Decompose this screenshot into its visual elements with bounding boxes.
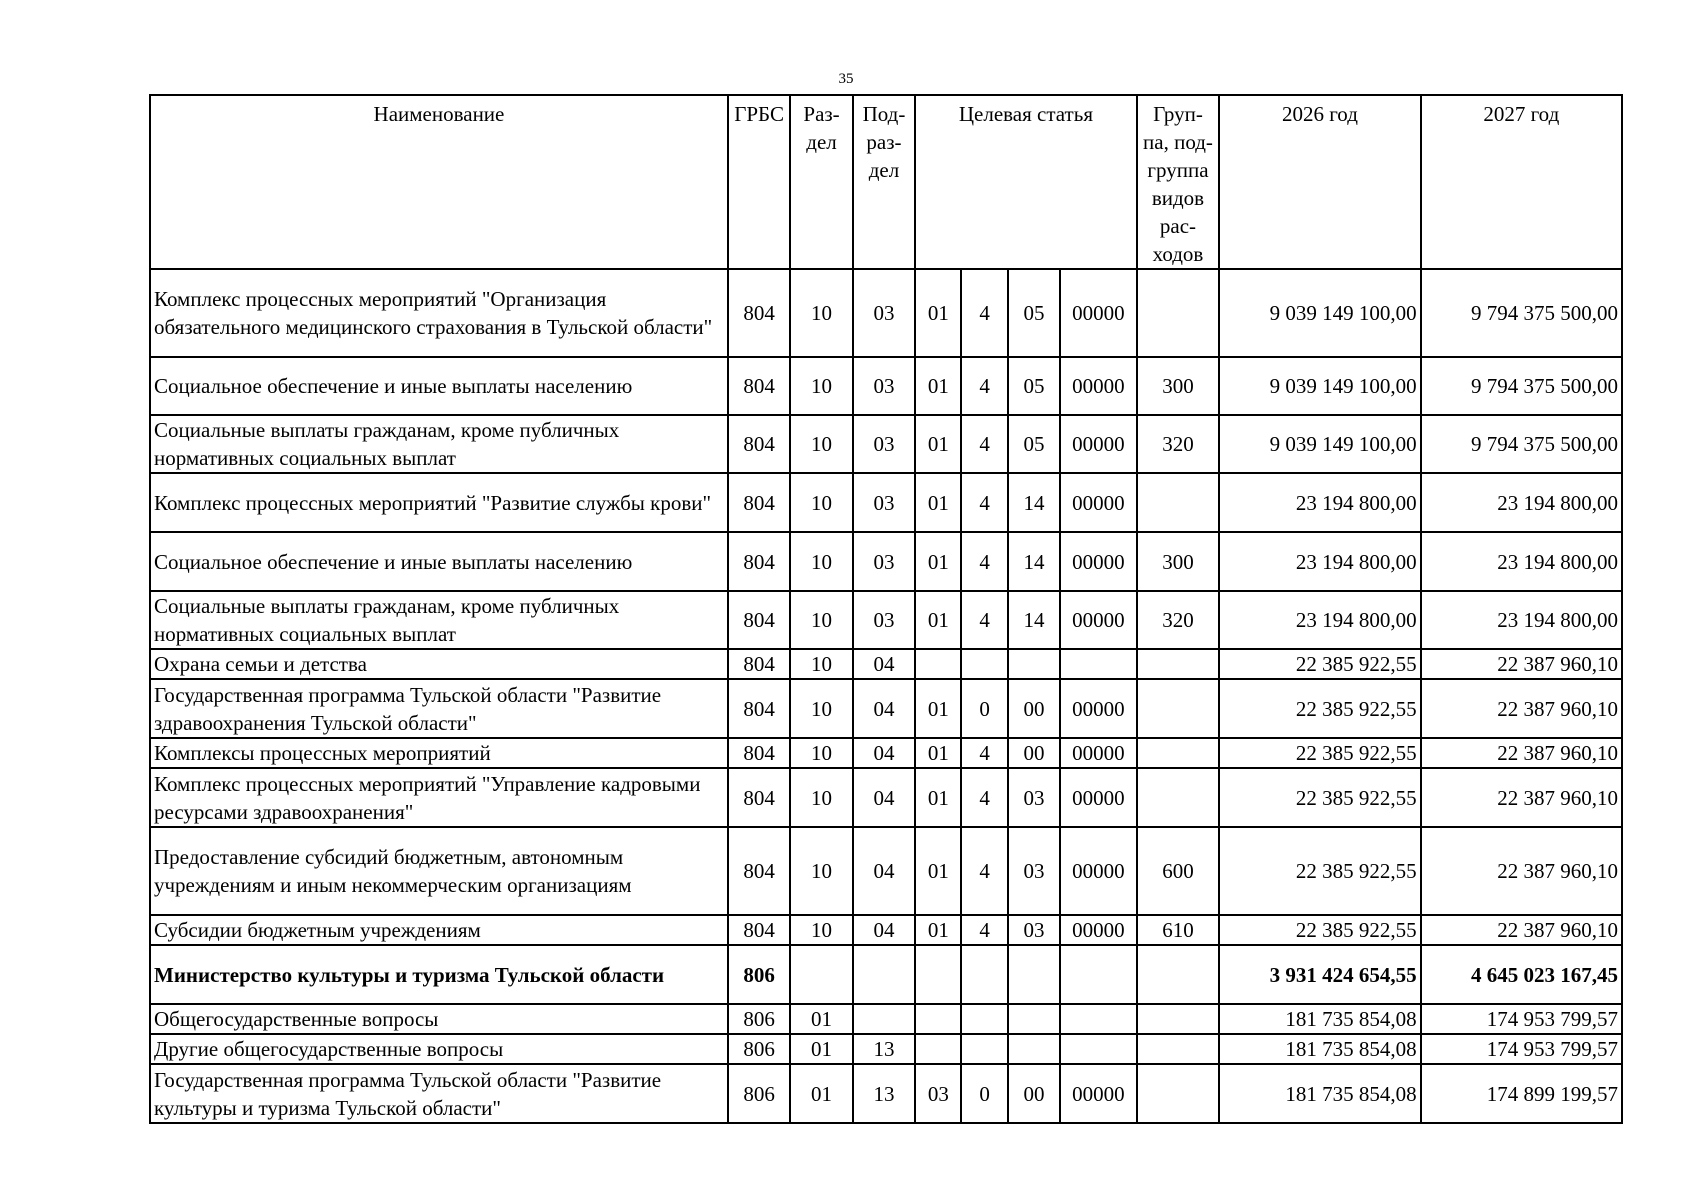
cell-amount-2027: 23 194 800,00	[1421, 591, 1622, 649]
cell-amount-2026: 181 735 854,08	[1219, 1064, 1420, 1123]
cell-podrazdel: 03	[853, 591, 915, 649]
cell-grbs: 804	[728, 738, 790, 768]
cell-podrazdel: 13	[853, 1034, 915, 1064]
cell-expense-group: 320	[1137, 415, 1220, 473]
cell-amount-2026: 22 385 922,55	[1219, 738, 1420, 768]
cell-target-direction: 00000	[1060, 357, 1137, 415]
cell-razdel: 10	[790, 827, 852, 915]
cell-podrazdel	[853, 1004, 915, 1034]
cell-grbs: 804	[728, 473, 790, 532]
cell-grbs: 804	[728, 679, 790, 738]
cell-target-direction: 00000	[1060, 532, 1137, 591]
cell-amount-2026: 23 194 800,00	[1219, 532, 1420, 591]
cell-name: Комплексы процессных мероприятий	[150, 738, 728, 768]
cell-target-subprogram: 14	[1008, 473, 1060, 532]
cell-razdel: 10	[790, 269, 852, 357]
cell-name: Государственная программа Тульской области "Развитие культуры и туризма Тульской области"	[150, 1064, 728, 1123]
cell-expense-group	[1137, 738, 1220, 768]
cell-amount-2027: 22 387 960,10	[1421, 738, 1622, 768]
cell-name: Министерство культуры и туризма Тульской области	[150, 945, 728, 1004]
cell-amount-2027: 22 387 960,10	[1421, 915, 1622, 945]
cell-name: Социальные выплаты гражданам, кроме публичных нормативных социальных выплат	[150, 415, 728, 473]
table-row	[150, 415, 1622, 473]
table-row	[150, 532, 1622, 591]
cell-expense-group	[1137, 1034, 1220, 1064]
table-row	[150, 915, 1622, 945]
cell-target-subprogram: 03	[1008, 827, 1060, 915]
cell-target-subprogram: 03	[1008, 915, 1060, 945]
cell-target-direction	[1060, 945, 1137, 1004]
cell-target-type: 0	[961, 679, 1007, 738]
cell-name: Социальное обеспечение и иные выплаты населению	[150, 532, 728, 591]
header-razdel: Раз- дел	[790, 95, 852, 269]
cell-target-program: 01	[915, 532, 961, 591]
cell-name: Государственная программа Тульской области "Развитие здравоохранения Тульской области"	[150, 679, 728, 738]
cell-podrazdel: 03	[853, 473, 915, 532]
cell-name: Субсидии бюджетным учреждениям	[150, 915, 728, 945]
cell-target-direction: 00000	[1060, 591, 1137, 649]
cell-expense-group: 320	[1137, 591, 1220, 649]
cell-amount-2027: 22 387 960,10	[1421, 649, 1622, 679]
cell-name: Предоставление субсидий бюджетным, автономным учреждениям и иным некоммерческим организациям	[150, 827, 728, 915]
header-podrazdel: Под- раз- дел	[853, 95, 915, 269]
cell-target-program: 01	[915, 357, 961, 415]
cell-target-type: 0	[961, 1064, 1007, 1123]
header-grbs: ГРБС	[728, 95, 790, 269]
cell-razdel: 10	[790, 915, 852, 945]
cell-target-direction: 00000	[1060, 1064, 1137, 1123]
cell-expense-group	[1137, 649, 1220, 679]
cell-podrazdel: 03	[853, 357, 915, 415]
cell-grbs: 804	[728, 591, 790, 649]
cell-expense-group: 300	[1137, 357, 1220, 415]
budget-table	[149, 94, 1623, 1124]
cell-podrazdel	[853, 945, 915, 1004]
cell-amount-2027: 9 794 375 500,00	[1421, 415, 1622, 473]
cell-grbs: 806	[728, 945, 790, 1004]
cell-podrazdel: 04	[853, 679, 915, 738]
cell-amount-2026: 22 385 922,55	[1219, 768, 1420, 827]
cell-target-direction: 00000	[1060, 415, 1137, 473]
cell-name: Социальное обеспечение и иные выплаты населению	[150, 357, 728, 415]
cell-amount-2027: 22 387 960,10	[1421, 827, 1622, 915]
cell-target-type: 4	[961, 827, 1007, 915]
cell-amount-2026: 23 194 800,00	[1219, 591, 1420, 649]
cell-grbs: 804	[728, 827, 790, 915]
cell-target-program: 01	[915, 473, 961, 532]
cell-target-program	[915, 1034, 961, 1064]
cell-target-type: 4	[961, 269, 1007, 357]
cell-target-direction: 00000	[1060, 473, 1137, 532]
cell-razdel: 10	[790, 473, 852, 532]
cell-target-subprogram: 14	[1008, 532, 1060, 591]
cell-razdel: 10	[790, 415, 852, 473]
cell-target-subprogram: 05	[1008, 269, 1060, 357]
header-2026: 2026 год	[1219, 95, 1420, 269]
cell-target-type: 4	[961, 532, 1007, 591]
cell-expense-group: 600	[1137, 827, 1220, 915]
cell-grbs: 804	[728, 357, 790, 415]
cell-target-program: 01	[915, 738, 961, 768]
cell-expense-group	[1137, 473, 1220, 532]
table-row	[150, 1034, 1622, 1064]
cell-target-program: 01	[915, 768, 961, 827]
cell-target-program: 01	[915, 915, 961, 945]
cell-expense-group: 300	[1137, 532, 1220, 591]
cell-target-direction: 00000	[1060, 768, 1137, 827]
cell-amount-2026: 181 735 854,08	[1219, 1034, 1420, 1064]
cell-grbs: 804	[728, 915, 790, 945]
table-header-row	[150, 95, 1622, 269]
cell-target-subprogram: 03	[1008, 768, 1060, 827]
cell-target-subprogram: 05	[1008, 357, 1060, 415]
cell-target-subprogram: 05	[1008, 415, 1060, 473]
cell-razdel: 10	[790, 679, 852, 738]
table-row	[150, 768, 1622, 827]
cell-target-subprogram: 14	[1008, 591, 1060, 649]
cell-target-direction	[1060, 1004, 1137, 1034]
cell-target-type	[961, 1004, 1007, 1034]
cell-podrazdel: 13	[853, 1064, 915, 1123]
cell-razdel: 10	[790, 768, 852, 827]
cell-name: Другие общегосударственные вопросы	[150, 1034, 728, 1064]
cell-target-subprogram: 00	[1008, 679, 1060, 738]
cell-razdel: 01	[790, 1064, 852, 1123]
header-target-article: Целевая статья	[915, 95, 1137, 269]
cell-amount-2027: 174 953 799,57	[1421, 1034, 1622, 1064]
cell-target-direction: 00000	[1060, 679, 1137, 738]
table-row	[150, 591, 1622, 649]
cell-amount-2026: 9 039 149 100,00	[1219, 357, 1420, 415]
cell-amount-2026: 22 385 922,55	[1219, 649, 1420, 679]
table-row	[150, 269, 1622, 357]
cell-target-direction: 00000	[1060, 915, 1137, 945]
cell-podrazdel: 03	[853, 415, 915, 473]
cell-name: Охрана семьи и детства	[150, 649, 728, 679]
cell-amount-2026: 23 194 800,00	[1219, 473, 1420, 532]
cell-target-type	[961, 649, 1007, 679]
cell-podrazdel: 04	[853, 915, 915, 945]
cell-podrazdel: 04	[853, 649, 915, 679]
header-name: Наименование	[150, 95, 728, 269]
cell-amount-2027: 174 899 199,57	[1421, 1064, 1622, 1123]
cell-target-program	[915, 945, 961, 1004]
cell-target-program	[915, 1004, 961, 1034]
cell-target-program	[915, 649, 961, 679]
cell-expense-group	[1137, 679, 1220, 738]
cell-target-type: 4	[961, 415, 1007, 473]
cell-expense-group	[1137, 1004, 1220, 1034]
cell-name: Комплекс процессных мероприятий "Управление кадровыми ресурсами здравоохранения"	[150, 768, 728, 827]
header-2027: 2027 год	[1421, 95, 1622, 269]
cell-amount-2026: 22 385 922,55	[1219, 827, 1420, 915]
cell-grbs: 806	[728, 1034, 790, 1064]
table-row	[150, 679, 1622, 738]
cell-amount-2026: 9 039 149 100,00	[1219, 269, 1420, 357]
cell-amount-2026: 22 385 922,55	[1219, 915, 1420, 945]
cell-target-program: 01	[915, 679, 961, 738]
cell-target-direction	[1060, 649, 1137, 679]
cell-podrazdel: 03	[853, 532, 915, 591]
cell-grbs: 804	[728, 269, 790, 357]
cell-razdel: 10	[790, 357, 852, 415]
cell-target-program: 01	[915, 827, 961, 915]
cell-razdel: 01	[790, 1004, 852, 1034]
cell-amount-2026: 181 735 854,08	[1219, 1004, 1420, 1034]
cell-target-type: 4	[961, 915, 1007, 945]
cell-grbs: 804	[728, 532, 790, 591]
cell-target-subprogram: 00	[1008, 738, 1060, 768]
cell-expense-group: 610	[1137, 915, 1220, 945]
cell-expense-group	[1137, 768, 1220, 827]
cell-expense-group	[1137, 269, 1220, 357]
cell-grbs: 806	[728, 1004, 790, 1034]
cell-amount-2027: 174 953 799,57	[1421, 1004, 1622, 1034]
cell-razdel: 10	[790, 532, 852, 591]
table-row	[150, 945, 1622, 1004]
cell-target-type: 4	[961, 738, 1007, 768]
cell-amount-2027: 23 194 800,00	[1421, 532, 1622, 591]
table-row	[150, 827, 1622, 915]
cell-podrazdel: 04	[853, 768, 915, 827]
cell-razdel: 10	[790, 649, 852, 679]
cell-target-direction: 00000	[1060, 827, 1137, 915]
cell-amount-2027: 9 794 375 500,00	[1421, 269, 1622, 357]
cell-expense-group	[1137, 1064, 1220, 1123]
cell-target-subprogram	[1008, 1004, 1060, 1034]
cell-name: Комплекс процессных мероприятий "Развитие службы крови"	[150, 473, 728, 532]
cell-amount-2027: 22 387 960,10	[1421, 768, 1622, 827]
table-row	[150, 1004, 1622, 1034]
cell-target-subprogram	[1008, 1034, 1060, 1064]
table-row	[150, 738, 1622, 768]
cell-target-type: 4	[961, 473, 1007, 532]
cell-amount-2027: 4 645 023 167,45	[1421, 945, 1622, 1004]
cell-target-type: 4	[961, 357, 1007, 415]
table-row	[150, 649, 1622, 679]
table-row	[150, 1064, 1622, 1123]
cell-target-program: 01	[915, 269, 961, 357]
cell-target-type	[961, 945, 1007, 1004]
cell-amount-2026: 22 385 922,55	[1219, 679, 1420, 738]
table-row	[150, 357, 1622, 415]
cell-name: Комплекс процессных мероприятий "Организация обязательного медицинского страхования в Тульской области"	[150, 269, 728, 357]
cell-podrazdel: 03	[853, 269, 915, 357]
cell-target-direction	[1060, 1034, 1137, 1064]
cell-target-program: 01	[915, 415, 961, 473]
table-row	[150, 473, 1622, 532]
cell-amount-2026: 9 039 149 100,00	[1219, 415, 1420, 473]
cell-razdel: 10	[790, 738, 852, 768]
cell-razdel: 01	[790, 1034, 852, 1064]
cell-grbs: 804	[728, 415, 790, 473]
header-expense-group: Груп- па, под- группа видов рас- ходов	[1137, 95, 1220, 269]
cell-amount-2027: 9 794 375 500,00	[1421, 357, 1622, 415]
cell-target-program: 01	[915, 591, 961, 649]
cell-razdel	[790, 945, 852, 1004]
cell-name: Общегосударственные вопросы	[150, 1004, 728, 1034]
cell-target-direction: 00000	[1060, 738, 1137, 768]
cell-podrazdel: 04	[853, 827, 915, 915]
cell-target-subprogram	[1008, 649, 1060, 679]
cell-name: Социальные выплаты гражданам, кроме публичных нормативных социальных выплат	[150, 591, 728, 649]
cell-target-direction: 00000	[1060, 269, 1137, 357]
cell-target-type: 4	[961, 768, 1007, 827]
cell-target-type	[961, 1034, 1007, 1064]
cell-amount-2027: 23 194 800,00	[1421, 473, 1622, 532]
cell-target-subprogram: 00	[1008, 1064, 1060, 1123]
cell-razdel: 10	[790, 591, 852, 649]
cell-target-program: 03	[915, 1064, 961, 1123]
cell-grbs: 804	[728, 649, 790, 679]
cell-target-subprogram	[1008, 945, 1060, 1004]
cell-amount-2026: 3 931 424 654,55	[1219, 945, 1420, 1004]
cell-expense-group	[1137, 945, 1220, 1004]
cell-grbs: 804	[728, 768, 790, 827]
cell-grbs: 806	[728, 1064, 790, 1123]
page-number: 35	[838, 71, 854, 87]
cell-amount-2027: 22 387 960,10	[1421, 679, 1622, 738]
cell-target-type: 4	[961, 591, 1007, 649]
cell-podrazdel: 04	[853, 738, 915, 768]
